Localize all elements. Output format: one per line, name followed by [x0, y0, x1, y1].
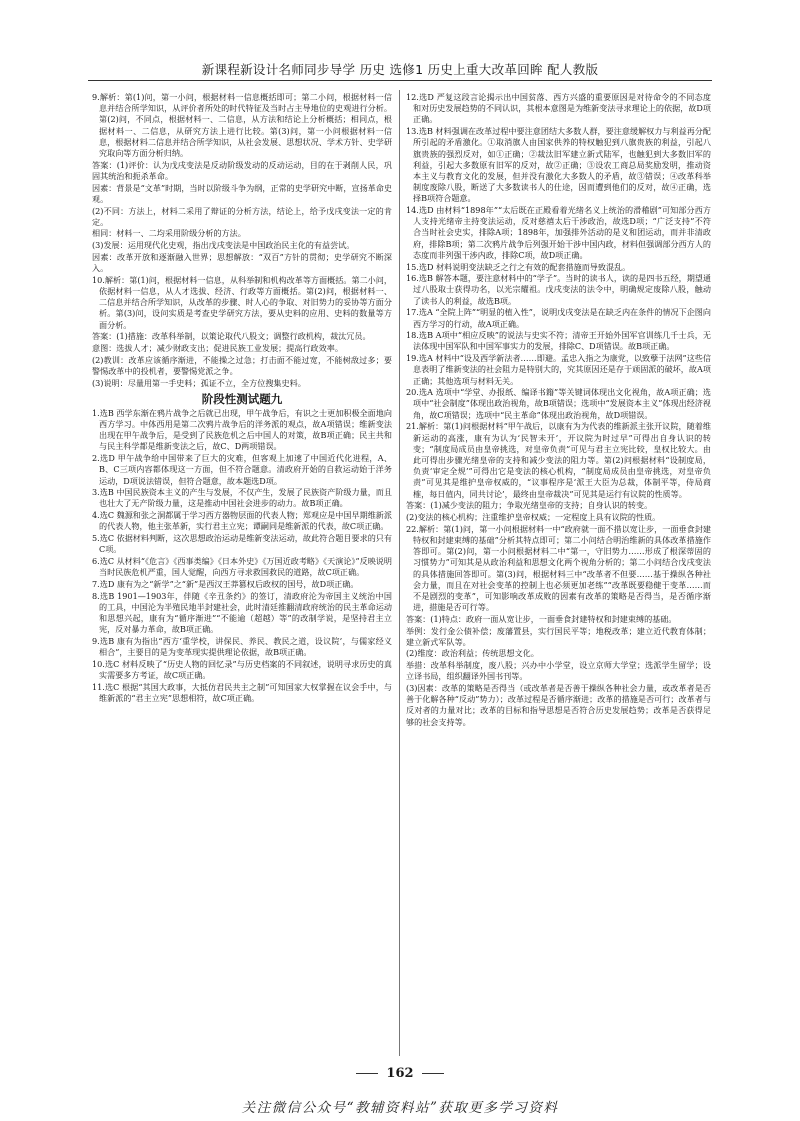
answer-entry: 相同：材料一、二均采用阶级分析的方法。: [92, 228, 246, 239]
page-number-dash-left: [356, 1073, 378, 1074]
answer-entry: 15.选D 材料说明变法缺乏之行之有效的配套措施而导致混乱。: [406, 261, 631, 272]
answer-entry: 21.解析：第(1)问根据材料“甲午战后，以康有为为代表的维新派主张开议院，随着维新运动的高涨，康有为认为‘民智未开’，开议院为时过早”可得出自身认识的转变；“制度局成员由皇帝挑选，对皇帝负责”可见与君主立宪比较，皇权比较大。由此可得出步骤光绪皇帝的支持和减少变法的阻力等。第(2)问根据材料“设制度局，负责‘审定全规’”可得出它是变法的核心机构，“制度局成员由皇帝挑选，对皇帝负责”可见其是维护皇帝权威的，“议事程序是‘派王大臣为总裁，体制平等，侍局商榷，每日值内，同共讨论’，最终由皇帝裁决”可见其是运行有议院的性质等。: [406, 421, 711, 499]
column-divider: [399, 90, 400, 1056]
header-rule: [88, 80, 712, 81]
answer-entry: 举措：改革科举制度，废八股；兴办中小学堂，设立京师大学堂；选派学生留学；设立译书局，组织翻译外国书刊等。: [406, 660, 711, 682]
answer-entry: (2)维度：政治利益；传统思想文化。: [406, 648, 539, 659]
answer-entry: (2)教训：改革应该循序渐进，不能操之过急；打击面不能过宽，不能树敌过多；要警惕改革中的投机者，要警惕党派之争。: [92, 354, 392, 376]
answer-entry: 意图：选拔人才；减少财政支出；促进民族工业发展；提高行政效率。: [92, 342, 343, 353]
answer-entry: 6.选C 从材料“《危言》《西事类编》《日本外史》《万国近政考略》《天演论》”反映说明当时民族危机严重，国人觉醒，向西方寻求救国救民的道路，故C项正确。: [92, 555, 392, 578]
answer-entry: 10.解析：第(1)问，根据材料一信息，从科举制和机构改革等方面概括。第二小问，依据材料一信息，从人才选拔、经济、行政等方面概括。第(2)问，根据材料一、二信息并结合所学知识，从改革的步骤、时人心的争取、对旧势力的妥协等方面分析。第(3)问，设问实质是考查史学研究方法，要从史料的应用、史料的数量等方面分析。: [92, 274, 392, 330]
answer-entry: 10.选C 材料反映了“历史人物的回忆录”与历史档案的不同叙述，说明寻求历史的真实需要多方考证，故C项正确。: [92, 658, 392, 680]
answer-entry: 13.选B 材料强调在改革过程中要注意团结大多数人群，要注意缓解权力与利益再分配所引起的矛盾激化。①取消旗人由国家供养的特权触犯到八旗贵族的利益，引起八旗贵族的强烈反对，如①正确；②裁汰旧军建立新式陆军，也触犯到大多数旧军的利益，引起大多数原有旧军的反对，故②正确；③设农工商总局奖励发明，推动资本主义与教育文化的发展，但并没有激化大多数人的矛盾，故③错误；④改革科举制度废除八股，断送了大多数读书人的仕途，因而遭到他们的反对，故④正确，选择B项符合题意。: [406, 126, 711, 204]
answer-entry: (2)变法的核心机构；注重维护皇帝权威；一定程度上具有议院的性质。: [406, 512, 661, 523]
answer-entry: 14.选D 由材料“1898年”“太后既在正殿看着光绪名义上统治的滑稽剧”可知部分西方人支持光绪帝主持变法运动，反对慈禧太后干涉政治，故选D项；“广泛支持”不符合当时社会史实，排除A项；1898年，加强排外活动的是义和团运动，而并非清政府，排除B项；第二次鸦片战争后列强开始干涉中国内政，材料但强调部分西方人的态度而非列强干涉内政，排除C项，故D项正确。: [406, 205, 711, 260]
answer-entry: (3)说明：尽量用第一手史料；孤证不立，全方位搜集史料。: [92, 377, 306, 388]
page-header: 新课程新设计名师同步导学 历史 选修1 历史上重大改革回眸 配人教版: [201, 62, 599, 77]
page-number-dash-right: [422, 1073, 444, 1074]
answer-entry: 9.选B 康有为指出“西方‘重学校，讲保民、养民、教民之道，设议院’，与儒家经义相合”，主要目的是为变革现实提供理论依据，故B项正确。: [92, 635, 392, 658]
answer-entry: (2)不同：方法上，材料二采用了辩证的分析方法，结论上，给予戊戌变法一定的肯定。: [92, 205, 392, 227]
section-title: 阶段性测试题九: [201, 391, 283, 406]
answer-entry: (3)因素：改革的策略是否得当（或改革者是否善于操纵各种社会力量，或改革者是否善于化解各种“反动”势力）；改革过程是否循序渐进；改革的措施是否可行；改革者与反对者的力量对比；改革的目标和指导思想是否符合历史发展趋势；改革是否获得足够的社会支持等。: [406, 683, 711, 727]
answer-entry: 因素：改革开放和逐渐融入世界；思想解放：“双百”方针的贯彻；史学研究不断深入。: [92, 251, 392, 274]
answer-entry: 举例：发行金公债补偿；废藩置县，实行国民平等；地税改革；建立近代教育体制；建立新式军队等。: [406, 625, 711, 647]
answer-entry: 17.选A “全院上阵”“明显的植入性”，说明戊戌变法是在缺乏内在条件的情况下企图向西方学习的行动，故A项正确。: [406, 307, 711, 329]
answer-entry: 答案：(1)措施：改革科举制，以策论取代八股文；调整行政机构，裁汰冗员。: [92, 331, 371, 342]
answer-entry: 12.选D 严复这段言论揭示出中国贫落、西方兴盛的重要原因是对待命令的不同态度和对历史发展趋势的不同认识，其根本意图是为维新变法寻求理论上的依据，故D项正确。: [406, 92, 711, 125]
answer-entry: 16.选B 解答本题，要注意材料中的“学子”。当时的读书人，读的是四书五经，期望通过八股取士获得功名，以光宗耀祖。戊戌变法的法令中，明确规定废除八股，触动了读书人的利益，故选B项。: [406, 273, 711, 306]
answer-entry: 7.选D 康有为之“新学”之“新”是西汉王莽篡权后政权的国号，故D项正确。: [92, 578, 359, 589]
footer-note: 关注微信公众号“教辅资料站”获取更多学习资料: [241, 1100, 559, 1116]
answer-entry: 19.选A 材料中“设及西学新法者……即避。孟忠入指之为康党，以致孽于法网”这些信息表明了维新变法的社会阻力是特别大的，究其原因还是存于顽固派的破坏，故A项正确；其他选项与材料无关。: [406, 353, 711, 386]
answer-entry: 18.选B A项中“相应反映”的说法与史实不符；清帝王开始外国军官训练几千士兵，无法体现中国军队和中国军事实力的发展，排除C、D项错误。故B项正确。: [406, 330, 711, 352]
answer-entry: (3)发展：运用现代化史观，指出戊戌变法是中国政治民主化的有益尝试。: [92, 240, 355, 251]
answer-entry: 答案：(1)特点：政府一面从宽让步，一面垂食封建特权和封建束缚的基础。: [406, 613, 677, 624]
answer-entry: 8.选B 1901—1903年，伴随《辛丑条约》的签订，清政府沦为帝国主义统治中国的工具，中国沦为半殖民地半封建社会，此时清廷推翻清政府统治的民主革命运动和思想兴起，康有为“循序渐进”“不能逾（超越）等”的改制学说，是坚持君主立宪，反对暴力革命，故B项正确。: [92, 590, 392, 635]
answer-entry: 11.选C 根据“其国大政事，大抵仿君民共主之制”可知国家大权掌握在议会手中，与维新派的“君主立宪”思想相符，故C项正确。: [92, 681, 392, 703]
answer-entry: 答案：(1)减少变法的阻力；争取光绪皇帝的支持；自身认识的转变。: [406, 500, 653, 511]
answer-entry: 4.选C 魏源和张之洞都属于学习西方器物层面的代表人物；郑观应是中国早期维新派的代表人物，他主张革新，实行君主立宪；谭嗣同是维新派的代表，故C项正确。: [92, 510, 392, 532]
answer-entry: 答案：(1)评价：认为戊戌变法是反动阶级发动的反动运动，目的在于剥削人民，巩固其统治和扼杀革命。: [92, 159, 392, 181]
answer-entry: 3.选B 中国民族资本主义的产生与发展，不仅产生，发展了民族资产阶级力量，而且也壮大了无产阶级力量，这是推动中国社会进步的动力。故B项正确。: [92, 487, 392, 509]
answer-entry: 1.选B 西学东渐在鸦片战争之后就已出现，甲午战争后，有识之士更加积极全面地向西方学习。中体西用是第二次鸦片战争后的洋务派的观点，故A项错误；维新变法出现在甲午战争后，是受到了民族危机之后中国人的对策，故B项正确；民主共和与民主科学都是维新变法之后，故C、D两项错误。: [92, 407, 392, 452]
answer-entry: 因素：背景是“文革”时期，当时以阶级斗争为纲，正常的史学研究中断，宣扬革命史观。: [92, 182, 392, 204]
answer-entry: 5.选C 依据材料判断，这次思想政治运动是维新变法运动，故此符合题目要求的只有C项。: [92, 533, 392, 555]
page-number: [0, 1066, 800, 1081]
left-column: [92, 92, 392, 1060]
answer-entry: 2.选D 甲午战争给中国带来了巨大的灾难，但客观上加速了中国近代化进程，A、B、C三项内容都体现这一方面，但不符合题意。清政府开始的自救运动始于洋务运动，D项说法错误，但符合题意，故本题选D项。: [92, 453, 392, 486]
page-number-value: 162: [386, 1066, 414, 1081]
answer-entry: 22.解析：第(1)问，第一小问根据材料一中“政府就一面不措以宽让步，一面垂食封建特权和封建束缚的基础”分析其特点即可；第二小问结合明治维新的具体改革措施作答即可。第(2)问，第一小问根据材料二中“第一，守旧势力……形成了根深蒂固的习惯势力”可知其是从政治利益和思想文化两个视角分析的；第二小问结合戊戌变法的具体措施回答即可。第(3)问，根据材料三中“改革者不但要……基于操纵各种社会力量，而且在对社会变革的控制上也必须更加老练”“改革既要稳健于变革……而不是剧烈的变革”，可知影响改革成败的因素有改革的策略是否得当，是否循序渐进，措施是否可行等。: [406, 523, 711, 613]
answer-entry: 20.选A 选项中“学堂、办报纸、编译书籍”等关键词体现出文化视角，故A项正确；选项中“社会制度”体现出政治视角，故B项错误；选项中“发展资本主义”体现出经济视角，故C项错误；选项中“民主革命”体现出政治视角，故D项错误。: [406, 387, 711, 420]
right-column: [406, 92, 711, 1060]
answer-entry: 9.解析：第(1)问，第一小问，根据材料一信息概括即可；第二小问，根据材料一信息并结合所学知识，从评价者所处的时代特征及当时占主导地位的史观进行分析。第(2)问，不同点，根据材料一、二信息，从方法和结论上分析概括；相同点，根据材料一、二信息，从研究方法上进行比较。第(3)问，第一小问根据材料一信息，根据材料二信息并结合所学知识，从社会发展、思想状况、学术方针、史学研究取向等方面分析归纳。: [92, 92, 392, 159]
